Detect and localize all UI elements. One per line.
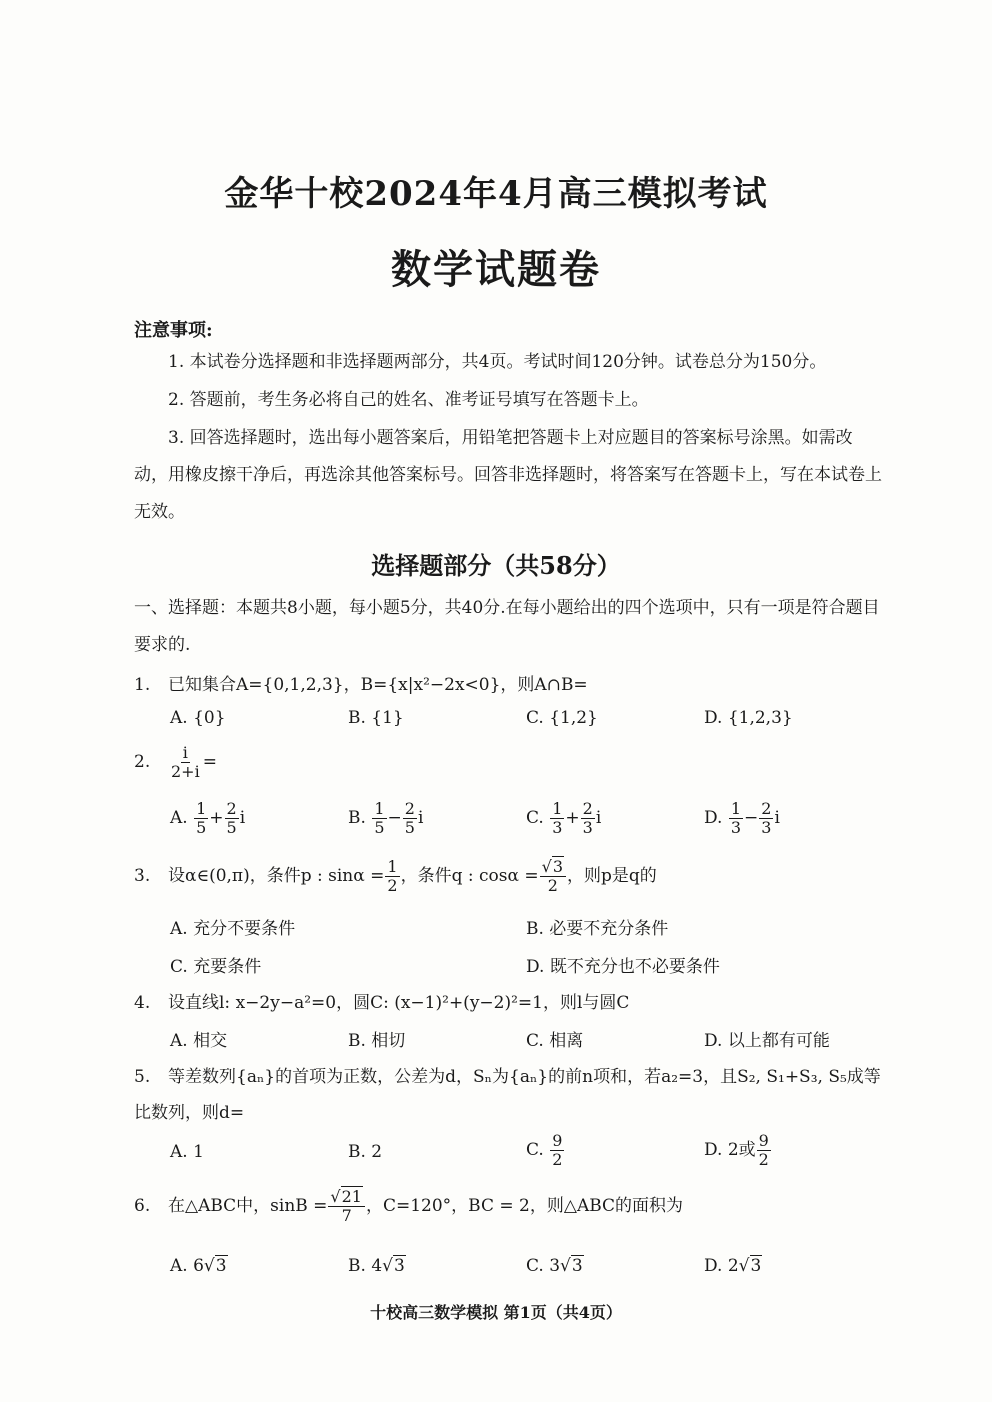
option-fraction [759, 800, 773, 837]
option-fraction [225, 800, 239, 837]
question-number: 4. [134, 993, 151, 1013]
question-2 [134, 744, 217, 781]
equals-sign: = [202, 752, 217, 772]
question-1 [134, 670, 588, 695]
operator: − [744, 808, 759, 828]
imaginary-unit: i [239, 808, 246, 828]
option-label: C. [526, 808, 544, 828]
q3-option-d: D. 既不充分也不必要条件 [526, 957, 720, 977]
note-1: 1. 本试卷分选择题和非选择题两部分，共4页。考试时间120分钟。试卷总分为150分。 [168, 352, 827, 372]
radicand: 3 [552, 857, 563, 876]
q2-option-d [704, 800, 780, 837]
fraction-denominator: 2+i [171, 762, 200, 781]
q4-option-b: B. 相切 [348, 1031, 406, 1051]
fraction-numerator: i [182, 743, 188, 762]
q2-option-c [526, 800, 601, 837]
q6-option-a [170, 1256, 228, 1276]
option-label: A. [170, 1256, 188, 1276]
option-label: B. [348, 808, 366, 828]
question-stem-part: ，则p是q的 [567, 866, 657, 886]
q3-fraction-sin [385, 858, 399, 895]
coefficient: 6 [193, 1256, 204, 1276]
question-4 [134, 988, 629, 1013]
q5-option-d [704, 1132, 772, 1169]
option-label: B. [348, 1256, 366, 1276]
fraction-denominator: 5 [226, 818, 237, 837]
question-stem-line1: 等差数列{aₙ}的首项为正数，公差为d，Sₙ为{aₙ}的前n项和，若a₂=3，且S₂, S₁+S₃, S₅成等 [168, 1067, 881, 1087]
fraction-denominator: 5 [404, 818, 415, 837]
radicand: 21 [341, 1187, 362, 1206]
fraction-denominator: 3 [582, 818, 593, 837]
option-fraction [581, 800, 595, 837]
fraction-denominator: 2 [758, 1150, 769, 1169]
fraction-numerator: 1 [387, 857, 398, 876]
fraction-denominator: 3 [552, 818, 563, 837]
sqrt-sign: √ [330, 1187, 341, 1206]
q3-option-b: B. 必要不充分条件 [526, 919, 669, 939]
option-fraction [372, 800, 386, 837]
operator: + [565, 808, 580, 828]
fraction-numerator: 9 [758, 1131, 769, 1150]
option-label: D. [704, 808, 723, 828]
option-fraction [550, 1132, 564, 1169]
fraction-numerator: 1 [196, 799, 207, 818]
notes-heading: 注意事项: [134, 320, 213, 341]
question-5-continued: 比数列，则d= [134, 1103, 245, 1123]
q6-option-c [526, 1256, 584, 1276]
coefficient: 3 [549, 1256, 561, 1276]
fraction-denominator: 2 [387, 876, 398, 895]
question-stem-part: 在△ABC中，sinB = [168, 1196, 328, 1216]
imaginary-unit: i [774, 808, 780, 828]
option-fraction [757, 1132, 771, 1169]
sqrt-sign: √ [560, 1256, 571, 1276]
imaginary-unit: i [417, 808, 424, 828]
question-stem-part: ，C=120°，BC = 2，则△ABC的面积为 [365, 1196, 684, 1216]
fraction-numerator: 2 [582, 799, 593, 818]
q6-option-d [704, 1256, 762, 1276]
section-title: 选择题部分（共58分） [371, 551, 621, 580]
q2-fraction [169, 744, 202, 781]
radicand: 3 [571, 1256, 583, 1276]
operator: + [209, 808, 224, 828]
option-label: C. [526, 1140, 544, 1160]
fraction-denominator: 3 [730, 818, 742, 837]
question-number: 6. [134, 1196, 151, 1216]
option-fraction [550, 800, 564, 837]
question-stem: 已知集合A={0,1,2,3}，B={x|x²−2x<0}，则A∩B= [168, 675, 588, 695]
q5-option-c [526, 1132, 565, 1169]
q1-option-c: C. {1,2} [526, 708, 598, 728]
fraction-numerator: 2 [761, 799, 772, 818]
q1-option-a: A. {0} [170, 708, 226, 728]
question-stem-part: 设α∈(0,π)，条件p : sinα = [168, 866, 385, 886]
question-3 [134, 858, 657, 895]
fraction-numerator: 9 [552, 1131, 563, 1150]
option-label: C. [526, 1256, 544, 1276]
q2-option-b [348, 800, 423, 837]
fraction-numerator [328, 1188, 365, 1207]
fraction-numerator: 1 [730, 799, 742, 818]
fraction-numerator [540, 858, 566, 877]
question-stem: 设直线l: x−2y−a²=0，圆C: (x−1)²+(y−2)²=1，则l与圆C [168, 993, 630, 1013]
q3-fraction-cos [540, 858, 566, 895]
fraction-denominator: 5 [374, 818, 385, 837]
sqrt-sign: √ [738, 1256, 750, 1276]
radicand: 3 [393, 1256, 405, 1276]
option-label: D. [704, 1256, 723, 1276]
question-5 [134, 1062, 881, 1087]
option-label: D. 2或 [704, 1140, 756, 1160]
fraction-denominator: 2 [547, 876, 558, 895]
fraction-numerator: 2 [226, 799, 237, 818]
fraction-denominator: 5 [196, 818, 207, 837]
section-instruction: 一、选择题：本题共8小题，每小题5分，共40分.在每小题给出的四个选项中，只有一项是符合题目要求的. [134, 598, 880, 655]
option-fraction [729, 800, 743, 837]
fraction-denominator: 7 [341, 1206, 352, 1225]
q3-option-a: A. 充分不要条件 [170, 919, 296, 939]
question-6 [134, 1188, 683, 1225]
radicand: 3 [750, 1256, 762, 1276]
note-2: 2. 答题前，考生务必将自己的姓名、准考证号填写在答题卡上。 [168, 390, 649, 410]
question-number: 3. [134, 866, 151, 886]
sqrt-sign: √ [203, 1256, 215, 1276]
q4-option-d: D. 以上都有可能 [704, 1031, 830, 1051]
q3-option-c: C. 充要条件 [170, 957, 262, 977]
note-3: 3. 回答选择题时，选出每小题答案后，用铅笔把答题卡上对应题目的答案标号涂黑。如需改动，用橡皮擦干净后，再选涂其他答案标号。回答非选择题时，将答案写在答题卡上，写在本试卷上无效。 [134, 428, 882, 522]
option-fraction [194, 800, 208, 837]
q2-option-a [170, 800, 245, 837]
q5-option-a: A. 1 [170, 1142, 204, 1162]
coefficient: 2 [727, 1256, 739, 1276]
question-number: 2. [134, 752, 151, 772]
q5-option-b: B. 2 [348, 1142, 383, 1162]
fraction-numerator: 1 [552, 799, 563, 818]
fraction-denominator: 3 [761, 818, 772, 837]
operator: − [387, 808, 402, 828]
q1-option-d: D. {1,2,3} [704, 708, 793, 728]
question-stem-part: ，条件q : cosα = [400, 866, 539, 886]
q4-option-c: C. 相离 [526, 1031, 584, 1051]
radicand: 3 [215, 1256, 227, 1276]
q4-option-a: A. 相交 [170, 1031, 228, 1051]
option-label: A. [170, 808, 188, 828]
question-number: 1. [134, 675, 151, 695]
fraction-numerator: 2 [404, 799, 415, 818]
sqrt-sign: √ [382, 1256, 393, 1276]
q1-option-b: B. {1} [348, 708, 404, 728]
fraction-denominator: 2 [552, 1150, 563, 1169]
page-footer: 十校高三数学模拟 第1页（共4页） [370, 1303, 622, 1322]
q6-fraction-sinb [328, 1188, 365, 1225]
fraction-numerator: 1 [374, 799, 385, 818]
exam-subtitle: 数学试题卷 [391, 246, 601, 293]
sqrt-sign: √ [541, 857, 552, 876]
question-number: 5. [134, 1067, 151, 1087]
exam-title: 金华十校2024年4月高三模拟考试 [224, 174, 768, 214]
imaginary-unit: i [595, 808, 602, 828]
option-fraction [403, 800, 417, 837]
coefficient: 4 [371, 1256, 383, 1276]
q6-option-b [348, 1256, 406, 1276]
